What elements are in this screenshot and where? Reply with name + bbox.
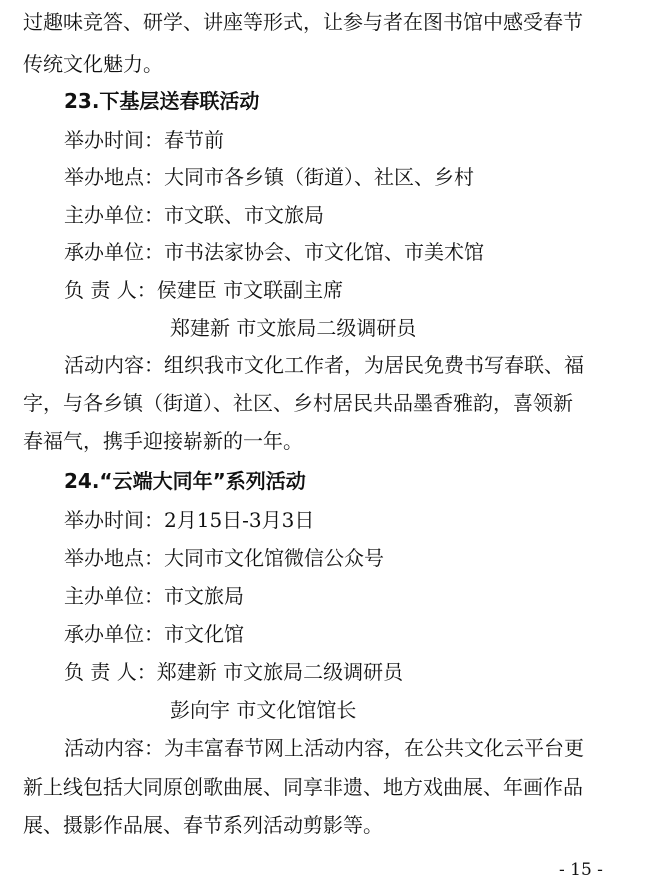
item24-content-line-2: 新上线包括大同原创歌曲展、同享非遗、地方戏曲展、年画作品 <box>23 775 583 799</box>
item23-place: 举办地点：大同市各乡镇（街道）、社区、乡村 <box>64 165 474 189</box>
item24-responsible-1: 负 责 人：郑建新 市文旅局二级调研员 <box>64 660 404 684</box>
item24-content-line-3: 展、摄影作品展、春节系列活动剪影等。 <box>23 813 383 837</box>
page-number: - 15 - <box>559 860 603 880</box>
item24-responsible-2: 彭向宇 市文化馆馆长 <box>170 698 357 722</box>
intro-line-2: 传统文化魅力。 <box>23 52 163 76</box>
item24-time: 举办时间：2月15日-3月3日 <box>64 508 315 532</box>
item23-responsible-1: 负 责 人：侯建臣 市文联副主席 <box>64 278 344 302</box>
item23-organizer: 承办单位：市书法家协会、市文化馆、市美术馆 <box>64 240 484 264</box>
item24-host: 主办单位：市文旅局 <box>64 584 244 608</box>
item23-content-line-1: 活动内容：组织我市文化工作者，为居民免费书写春联、福 <box>64 353 584 377</box>
item24-organizer: 承办单位：市文化馆 <box>64 622 244 646</box>
item24-place: 举办地点：大同市文化馆微信公众号 <box>64 546 384 570</box>
item24-content-line-1: 活动内容：为丰富春节网上活动内容，在公共文化云平台更 <box>64 736 584 760</box>
item23-content-line-2: 字，与各乡镇（街道）、社区、乡村居民共品墨香雅韵，喜领新 <box>23 391 573 415</box>
item23-time: 举办时间：春节前 <box>64 128 224 152</box>
intro-line-1: 过趣味竞答、研学、讲座等形式，让参与者在图书馆中感受春节 <box>23 10 583 34</box>
item23-content-line-3: 春福气，携手迎接崭新的一年。 <box>23 429 303 453</box>
section-heading-23: 23.下基层送春联活动 <box>64 89 260 113</box>
section-heading-24: 24.“云端大同年”系列活动 <box>64 469 306 493</box>
item23-responsible-2: 郑建新 市文旅局二级调研员 <box>170 316 417 340</box>
item23-host: 主办单位：市文联、市文旅局 <box>64 203 324 227</box>
